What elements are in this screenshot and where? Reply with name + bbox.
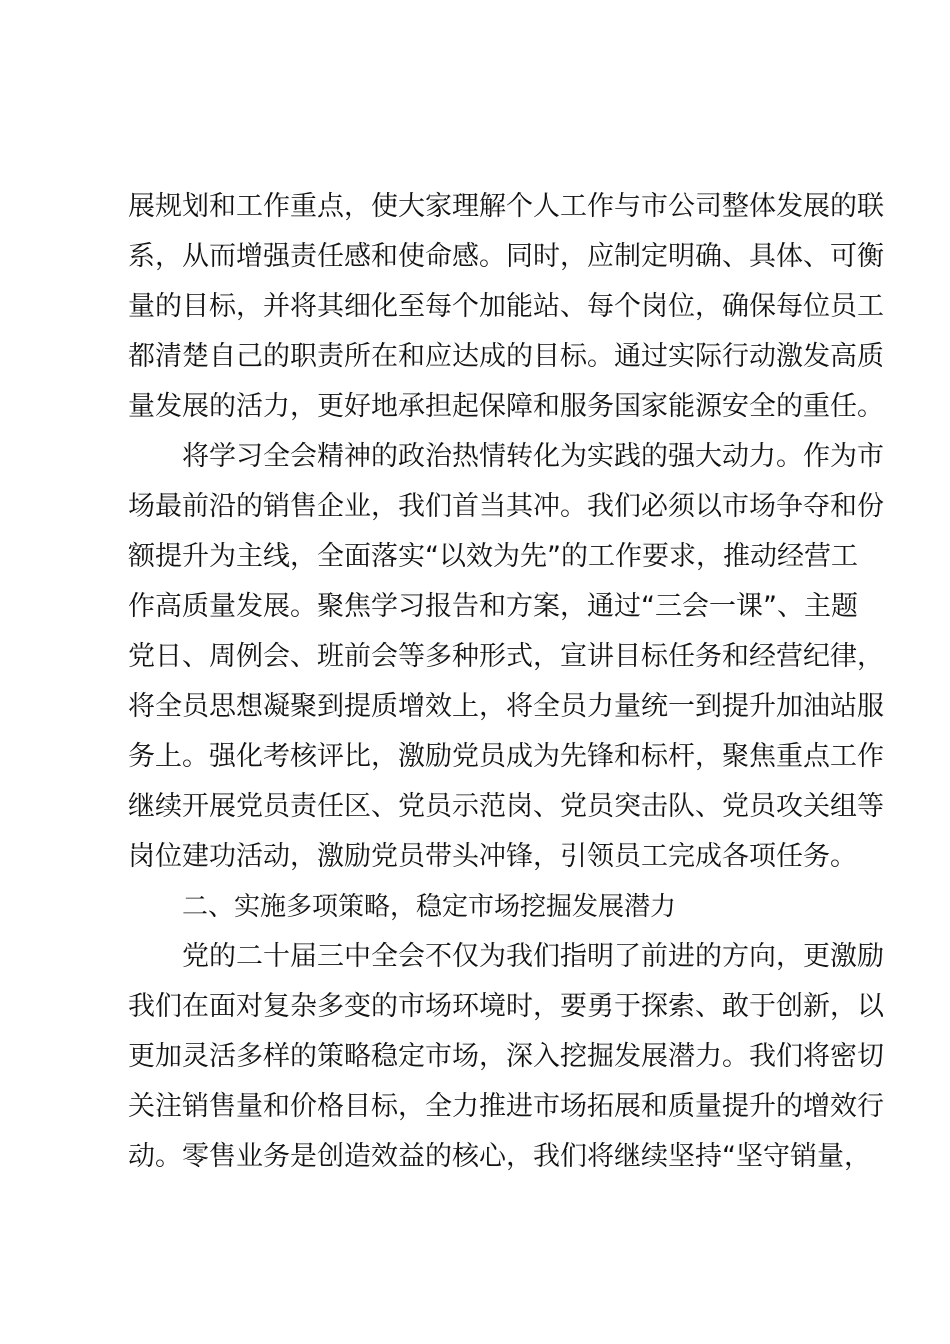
paragraph-practice-motivation <box>128 432 884 882</box>
text-line: 量的目标，并将其细化至每个加能站、每个岗位，确保每位员工 <box>128 291 884 322</box>
text-line: 系，从而增强责任感和使命感。同时，应制定明确、具体、可衡 <box>128 241 884 272</box>
text-line: 将全员思想凝聚到提质增效上，将全员力量统一到提升加油站服 <box>128 691 884 722</box>
text-line: 继续开展党员责任区、党员示范岗、党员突击队、党员攻关组等 <box>128 791 884 822</box>
text-line: 作高质量发展。聚焦学习报告和方案，通过“三会一课”、主题 <box>128 591 858 622</box>
text-line: 都清楚自己的职责所在和应达成的目标。通过实际行动激发高质 <box>128 341 884 372</box>
text-line: 额提升为主线，全面落实“以效为先”的工作要求，推动经营工 <box>128 541 858 572</box>
text-line: 党的二十届三中全会不仅为我们指明了前进的方向，更激励 <box>182 941 884 972</box>
text-line: 将学习全会精神的政治热情转化为实践的强大动力。作为市 <box>182 441 884 472</box>
text-line: 党日、周例会、班前会等多种形式，宣讲目标任务和经营纪律， <box>128 641 884 672</box>
text-line: 场最前沿的销售企业，我们首当其冲。我们必须以市场争夺和份 <box>128 491 884 522</box>
text-line: 动。零售业务是创造效益的核心，我们将继续坚持“坚守销量， <box>128 1141 871 1172</box>
text-line: 展规划和工作重点，使大家理解个人工作与市公司整体发展的联 <box>128 191 884 222</box>
text-line: 关注销售量和价格目标，全力推进市场拓展和质量提升的增效行 <box>128 1091 884 1122</box>
paragraph-continuation <box>128 182 884 432</box>
section-heading <box>128 882 844 932</box>
text-line: 量发展的活力，更好地承担起保障和服务国家能源安全的重任。 <box>128 391 884 422</box>
text-line: 务上。强化考核评比，激励党员成为先锋和标杆，聚焦重点工作 <box>128 741 884 772</box>
section-heading-text: 二、实施多项策略，稳定市场挖掘发展潜力 <box>182 892 677 922</box>
paragraph-market-strategy <box>128 932 884 1182</box>
text-line: 更加灵活多样的策略稳定市场，深入挖掘发展潜力。我们将密切 <box>128 1041 884 1072</box>
text-line: 岗位建功活动，激励党员带头冲锋，引领员工完成各项任务。 <box>128 841 857 872</box>
document-body <box>128 182 884 1182</box>
text-line: 我们在面对复杂多变的市场环境时，要勇于探索、敢于创新，以 <box>128 991 884 1022</box>
